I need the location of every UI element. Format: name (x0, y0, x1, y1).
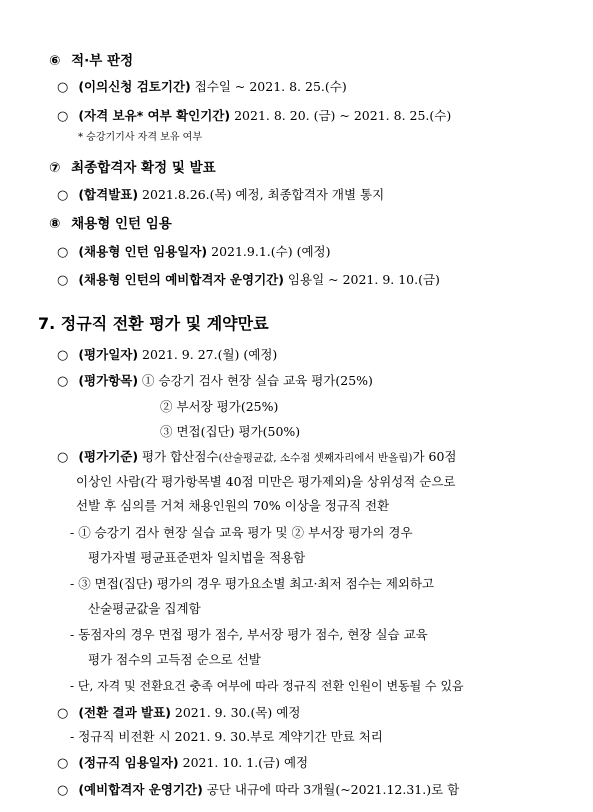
item-key: (채용형 인턴의 예비합격자 운영기간) (78, 272, 284, 287)
section-8-heading (49, 216, 172, 232)
heading-text: 채용형 인턴 임용 (71, 216, 172, 232)
criteria-line-3: 선발 후 심의를 거쳐 채용인원의 70% 이상을 정규직 전환 (76, 498, 390, 513)
list-item (57, 347, 277, 364)
item-text: 2021.8.26.(목) 예정, 최종합격자 개별 통지 (142, 187, 385, 202)
list-item (57, 79, 347, 96)
detail-line: - 단, 자격 및 전환요건 충족 여부에 따라 정규직 전환 인원이 변동될 수 있음 (70, 679, 464, 693)
detail-line: - 정규직 비전환 시 2021. 9. 30.부로 계약기간 만료 처리 (70, 729, 383, 744)
item-text: 접수일 ~ 2021. 8. 25.(수) (194, 79, 347, 94)
item-key: (채용형 인턴 임용일자) (78, 244, 208, 259)
bullet: ○ (57, 756, 69, 771)
item-text: 2021. 8. 20. (금) ~ 2021. 8. 25.(수) (234, 108, 452, 123)
item-text-small: (산술평균값, 소수점 셋째자리에서 반올림) (218, 452, 413, 464)
item-text: 2021. 9. 30.(목) 예정 (174, 705, 301, 720)
item-text: 가 60점 (412, 449, 457, 464)
item-key: (전환 결과 발표) (78, 705, 171, 720)
item-key: (평가일자) (78, 347, 139, 362)
list-item (57, 449, 457, 466)
eval-item-3: ③ 면접(집단) 평가(50%) (160, 424, 301, 439)
circled-number: ⑥ (49, 53, 61, 69)
list-item (57, 782, 459, 799)
item-text: 평가 합산점수 (142, 449, 219, 464)
detail-line: - 동점자의 경우 면접 평가 점수, 부서장 평가 점수, 현장 실습 교육 (70, 627, 428, 642)
section-6-heading (49, 53, 133, 69)
section-7-sub-heading (49, 160, 216, 176)
item-text: 공단 내규에 따라 3개월(~2021.12.31.)로 함 (206, 782, 460, 797)
eval-item-1: ① 승강기 검사 현장 실습 교육 평가(25%) (142, 373, 373, 388)
item-key: (이의신청 검토기간) (78, 79, 191, 94)
item-key: (정규직 임용일자) (78, 755, 179, 770)
bullet: ○ (57, 450, 69, 465)
eval-item-2: ② 부서장 평가(25%) (160, 399, 279, 414)
item-key: (평가기준) (78, 449, 139, 464)
circled-number: ⑧ (49, 216, 61, 232)
bullet: ○ (57, 109, 69, 124)
footnote: * 승강기기사 자격 보유 여부 (78, 132, 202, 143)
item-key: (평가항목) (78, 373, 139, 388)
detail-line: 산술평균값을 집계함 (88, 601, 201, 616)
item-text: 2021.9.1.(수) (예정) (211, 244, 331, 259)
item-text: 임용일 ~ 2021. 9. 10.(금) (287, 272, 440, 287)
list-item (57, 244, 330, 261)
section-7-heading: 7. 정규직 전환 평가 및 계약만료 (38, 314, 269, 333)
list-item (57, 108, 451, 125)
list-item (57, 705, 300, 722)
detail-line: - ① 승강기 검사 현장 실습 교육 평가 및 ② 부서장 평가의 경우 (70, 525, 413, 540)
heading-text: 최종합격자 확정 및 발표 (71, 160, 216, 176)
detail-line: - ③ 면접(집단) 평가의 경우 평가요소별 최고·최저 점수는 제외하고 (70, 576, 435, 591)
list-item (57, 272, 440, 289)
bullet: ○ (57, 348, 69, 363)
heading-text: 적·부 판정 (71, 53, 134, 69)
item-key: (자격 보유* 여부 확인기간) (78, 108, 231, 123)
list-item (57, 373, 373, 390)
bullet: ○ (57, 374, 69, 389)
detail-line: 평가 점수의 고득점 순으로 선발 (88, 652, 261, 667)
bullet: ○ (57, 273, 69, 288)
item-text: 2021. 9. 27.(월) (예정) (142, 347, 278, 362)
list-item (57, 755, 308, 772)
bullet: ○ (57, 783, 69, 798)
circled-number: ⑦ (49, 160, 61, 176)
bullet: ○ (57, 80, 69, 95)
bullet: ○ (57, 706, 69, 721)
item-key: (합격발표) (78, 187, 139, 202)
criteria-line-2: 이상인 사람(각 평가항목별 40점 미만은 평가제외)을 상위성적 순으로 (76, 474, 456, 489)
list-item (57, 187, 384, 204)
item-key: (예비합격자 운영기간) (78, 782, 203, 797)
detail-line: 평가자별 평균표준편차 일치법을 적용함 (88, 550, 306, 565)
bullet: ○ (57, 245, 69, 260)
bullet: ○ (57, 188, 69, 203)
item-text: 2021. 10. 1.(금) 예정 (182, 755, 309, 770)
